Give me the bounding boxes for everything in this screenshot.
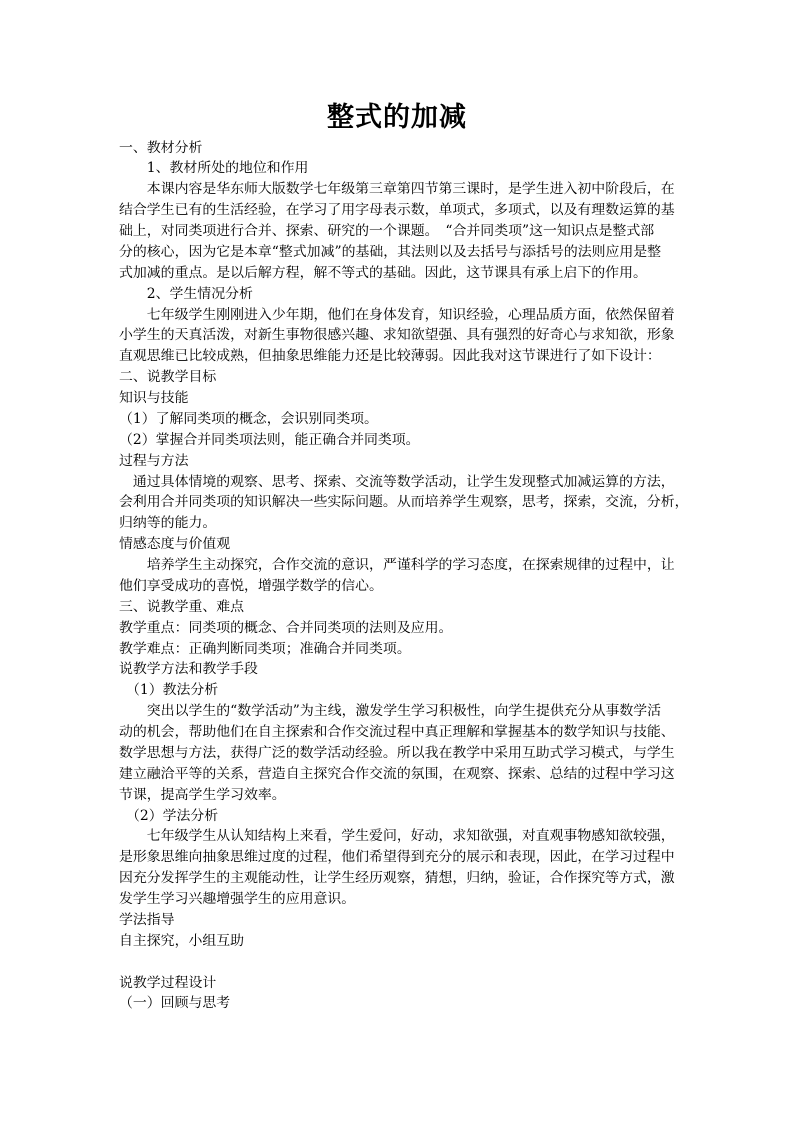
paragraph-line: 培养学生主动探究，合作交流的意识，严谨科学的学习态度，在探索规律的过程中，让 — [146, 557, 675, 574]
subsection-knowledge-and-skills — [119, 388, 719, 451]
paragraph-line: 通过具体情境的观察、思考、探索、交流等数学活动，让学生发现整式加减运算的方法， — [132, 473, 675, 490]
subsection-heading: 情感态度与价值观 — [119, 536, 231, 553]
subsection-heading: 知识与技能 — [119, 390, 189, 407]
subsection-heading: 过程与方法 — [119, 452, 189, 469]
section-process-design — [119, 973, 719, 1015]
key-point: 教学重点：同类项的概念、合并同类项的法则及应用。 — [119, 619, 453, 636]
paragraph-line: 数学思想与方法，获得广泛的数学活动经验。所以我在教学中采用互助式学习模式，与学生 — [119, 744, 675, 761]
subsection-heading: 2、学生情况分析 — [146, 285, 253, 302]
paragraph-line: 建立融洽平等的关系，营造自主探究合作交流的氛围，在观察、探索、总结的过程中学习这 — [119, 765, 675, 782]
section-heading: 一、教材分析 — [119, 139, 203, 156]
section-learning-guidance — [119, 910, 719, 952]
subsection-heading: 1、教材所处的地位和作用 — [146, 160, 309, 177]
section-key-and-difficult-points — [119, 597, 719, 660]
paragraph-line: 础上，对同类项进行合并、探索、研究的一个课题。 “合并同类项”这一知识点是整式部 — [119, 223, 655, 240]
paragraph-line: 小学生的天真活泼，对新生事物很感兴趣、求知欲望强、具有强烈的好奇心与求知欲，形象 — [119, 327, 675, 344]
difficult-point: 教学难点：正确判断同类项；准确合并同类项。 — [119, 640, 411, 657]
paragraph-line: 发学生学习兴趣增强学生的应用意识。 — [119, 891, 356, 908]
section-heading: 说教学过程设计 — [119, 974, 217, 991]
section-heading: 三、说教学重、难点 — [119, 598, 245, 615]
blank-line — [119, 952, 719, 973]
section-heading: 学法指导 — [119, 911, 175, 928]
subsection-process-and-method — [119, 451, 719, 535]
section-textbook-analysis — [119, 138, 719, 368]
paragraph — [119, 555, 719, 597]
subsection-position-and-role — [119, 158, 719, 283]
paragraph-line: 式加减的重点。是以后解方程，解不等式的基础。因此，这节课具有承上启下的作用。 — [119, 264, 647, 281]
paragraph-line: 七年级学生刚刚进入少年期，他们在身体发育，知识经验，心理品质方面，依然保留着 — [146, 306, 675, 323]
section-heading: 说教学方法和教学手段 — [119, 661, 258, 678]
paragraph — [119, 472, 719, 535]
paragraph-line: 因充分发挥学生的主观能动性，让学生经历观察，猜想，归纳，验证，合作探究等方式，激 — [119, 870, 675, 887]
subsection-teaching-method-analysis — [119, 680, 719, 805]
section-teaching-methods — [119, 659, 719, 910]
document-title: 整式的加减 — [327, 102, 467, 133]
paragraph-line: 会利用合并同类项的知识解决一些实际问题。从而培养学生观察，思考，探索，交流，分析， — [119, 494, 689, 511]
paragraph-line: 直观思维已比较成熟，但抽象思维能力还是比较薄弱。因此我对这节课进行了如下设计： — [119, 348, 661, 365]
subsection-heading: （1）教法分析 — [126, 682, 219, 699]
list-item: （2）掌握合并同类项法则，能正确合并同类项。 — [119, 431, 420, 448]
paragraph — [119, 305, 719, 368]
document-body — [119, 138, 719, 1015]
list-item: （1）了解同类项的概念，会识别同类项。 — [119, 410, 378, 427]
subsection-heading: （一）回顾与思考 — [119, 995, 231, 1012]
paragraph-line: 他们享受成功的喜悦，增强学数学的信心。 — [119, 577, 383, 594]
paragraph — [119, 701, 719, 805]
paragraph — [119, 826, 719, 910]
paragraph-line: 归纳等的能力。 — [119, 515, 217, 532]
subsection-heading: （2）学法分析 — [126, 807, 219, 824]
subsection-emotion-and-values — [119, 534, 719, 597]
paragraph-line: 节课，提高学生学习效率。 — [119, 786, 286, 803]
paragraph-line: 是形象思维向抽象思维过度的过程，他们希望得到充分的展示和表现，因此，在学习过程中 — [119, 849, 675, 866]
section-teaching-objectives — [119, 367, 719, 597]
subsection-learning-method-analysis — [119, 806, 719, 910]
paragraph-line: 分的核心，因为它是本章“整式加减”的基础，其法则以及去括号与添括号的法则应用是整 — [119, 243, 662, 260]
paragraph-line: 突出以学生的“数学活动”为主线，激发学生学习积极性，向学生提供充分从事数学活 — [146, 703, 662, 720]
subsection-student-analysis — [119, 284, 719, 368]
paragraph-line: 本课内容是华东师大版数学七年级第三章第四节第三课时，是学生进入初中阶段后，在 — [146, 181, 675, 198]
guidance-text: 自主探究，小组互助 — [119, 932, 245, 949]
section-heading: 二、说教学目标 — [119, 369, 217, 386]
paragraph-line: 结合学生已有的生活经验，在学习了用字母表示数，单项式，多项式，以及有理数运算的基 — [119, 202, 675, 219]
paragraph-line: 七年级学生从认知结构上来看，学生爱问，好动，求知欲强，对直观事物感知欲较强， — [146, 828, 675, 845]
paragraph-line: 动的机会，帮助他们在自主探索和合作交流过程中真正理解和掌握基本的数学知识与技能、 — [119, 724, 675, 741]
paragraph — [119, 179, 719, 283]
